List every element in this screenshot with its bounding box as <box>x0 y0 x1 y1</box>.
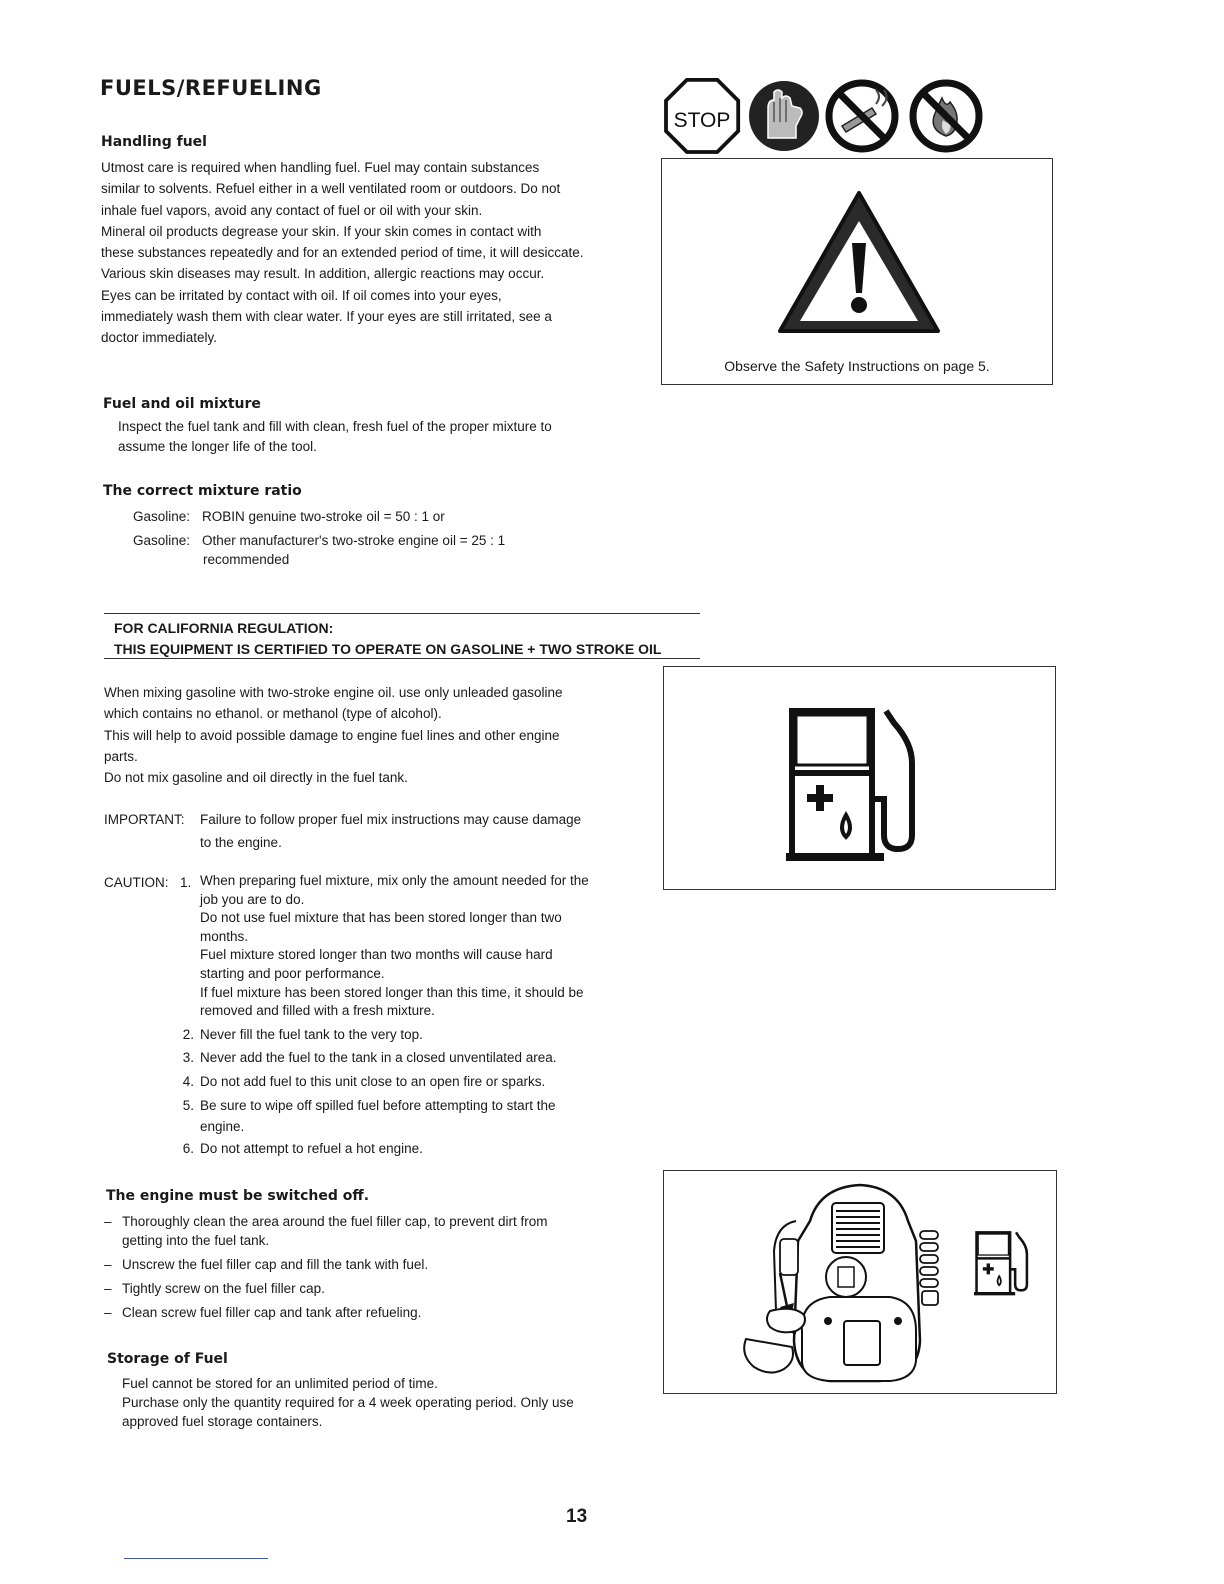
fuel-pump-icon <box>786 703 936 863</box>
text-line: Fuel cannot be stored for an unlimited period of time. <box>122 1376 438 1391</box>
bullet-text-cont: getting into the fuel tank. <box>122 1233 270 1248</box>
item-text: Do not add fuel to this unit close to an open fire or sparks. <box>200 1074 546 1089</box>
fuel-oil-mixture-text <box>118 417 552 457</box>
stop-label: STOP <box>673 109 731 132</box>
caution-item-1-number: 1. <box>180 875 192 890</box>
bullet-text: Thoroughly clean the area around the fuel filler cap, to prevent dirt from <box>122 1214 548 1229</box>
text-line: similar to solvents. Refuel either in a well ventilated room or outdoors. Do not <box>101 181 561 197</box>
text-line: Purchase only the quantity required for a 4 week operating period. Only use <box>122 1395 574 1410</box>
handling-fuel-text <box>101 157 584 349</box>
california-certification: THIS EQUIPMENT IS CERTIFIED TO OPERATE ON GASOLINE + TWO STROKE OIL <box>114 641 662 657</box>
bullet-text: Clean screw fuel filler cap and tank after refueling. <box>122 1305 422 1320</box>
item-number: 2. <box>182 1027 194 1042</box>
bullet-text: Tightly screw on the fuel filler cap. <box>122 1281 325 1296</box>
text-line: Do not use fuel mixture that has been stored longer than two <box>200 910 562 926</box>
bullet-dash: – <box>104 1257 112 1272</box>
text-line: immediately wash them with clear water. If your eyes are still irritated, see a <box>101 309 552 325</box>
caution-item-1-text <box>200 872 589 1021</box>
text-line: Do not mix gasoline and oil directly in the fuel tank. <box>104 770 408 786</box>
item-text: Never fill the fuel tank to the very top. <box>200 1027 423 1042</box>
page-title: FUELS/REFUELING <box>100 76 322 100</box>
california-regulation-title: FOR CALIFORNIA REGULATION: <box>114 620 334 636</box>
bullet-dash: – <box>104 1305 112 1320</box>
text-line: these substances repeatedly and for an extended period of time, it will desiccate. <box>101 245 584 261</box>
handling-fuel-heading: Handling fuel <box>101 134 207 150</box>
item-number: 5. <box>182 1098 194 1113</box>
regulation-bottom-rule <box>104 658 700 659</box>
mixture-ratio-heading: The correct mixture ratio <box>103 483 302 499</box>
text-line: months. <box>200 928 249 944</box>
text-line: When preparing fuel mixture, mix only the amount needed for the <box>200 873 589 888</box>
text-line: starting and poor performance. <box>200 965 385 981</box>
storage-text <box>122 1374 574 1431</box>
item-text: Do not attempt to refuel a hot engine. <box>200 1141 423 1156</box>
text-line: which contains no ethanol. or methanol (type of alcohol). <box>104 706 442 722</box>
item-text: Be sure to wipe off spilled fuel before attempting to start the <box>200 1098 556 1113</box>
no-smoking-icon <box>829 83 895 149</box>
text-line: This will help to avoid possible damage to engine fuel lines and other engine <box>104 727 560 743</box>
bullet-dash: – <box>104 1281 112 1296</box>
ratio-row-1-text: ROBIN genuine two-stroke oil = 50 : 1 or <box>202 509 445 524</box>
text-line: Utmost care is required when handling fuel. Fuel may contain substances <box>101 160 540 175</box>
text-line: If fuel mixture has been stored longer than this time, it should be <box>200 984 584 1000</box>
bullet-text: Unscrew the fuel filler cap and fill the tank with fuel. <box>122 1257 429 1272</box>
item-number: 3. <box>182 1050 194 1065</box>
item-number: 6. <box>182 1141 194 1156</box>
text-line: Inspect the fuel tank and fill with clean, fresh fuel of the proper mixture to <box>118 419 552 434</box>
caution-label: CAUTION: <box>104 875 169 890</box>
ratio-row-2-text: Other manufacturer's two-stroke engine oil = 25 : 1 <box>202 533 506 548</box>
important-text-1: Failure to follow proper fuel mix instructions may cause damage <box>200 812 582 827</box>
text-line: doctor immediately. <box>101 330 218 346</box>
text-line: When mixing gasoline with two-stroke engine oil. use only unleaded gasoline <box>104 685 563 700</box>
no-open-flame-icon <box>913 83 979 149</box>
fuel-pump-figure <box>663 666 1056 890</box>
fuel-oil-mixture-heading: Fuel and oil mixture <box>103 396 261 412</box>
text-line: Various skin diseases may result. In addition, allergic reactions may occur. <box>101 266 545 282</box>
warning-triangle-icon <box>774 187 944 337</box>
important-text-2: to the engine. <box>200 835 282 850</box>
ratio-row-2-label: Gasoline: <box>133 533 191 548</box>
storage-heading: Storage of Fuel <box>107 1351 228 1367</box>
ratio-row-2-cont: recommended <box>203 552 290 567</box>
footer-rule <box>124 1558 268 1559</box>
important-label: IMPORTANT: <box>104 812 185 827</box>
gloves-icon <box>749 81 819 151</box>
safety-caption: Observe the Safety Instructions on page 5. <box>724 358 990 374</box>
ratio-row-1-label: Gasoline: <box>133 509 191 524</box>
bullet-dash: – <box>104 1214 112 1229</box>
engine-refuel-figure <box>663 1170 1057 1394</box>
mixing-text <box>104 682 563 788</box>
page-number: 13 <box>566 1506 588 1527</box>
item-number: 4. <box>182 1074 194 1089</box>
text-line: Fuel mixture stored longer than two months will cause hard <box>200 947 553 963</box>
caution-item-5-cont: engine. <box>200 1119 245 1134</box>
engine-off-heading: The engine must be switched off. <box>106 1188 370 1204</box>
text-line: job you are to do. <box>200 891 305 907</box>
text-line: parts. <box>104 748 138 764</box>
safety-symbols-row <box>664 78 994 158</box>
engine-refuel-illustration <box>740 1181 1040 1386</box>
stop-sign-icon <box>666 80 738 152</box>
text-line: Eyes can be irritated by contact with oil. If oil comes into your eyes, <box>101 287 502 303</box>
text-line: approved fuel storage containers. <box>122 1414 323 1429</box>
text-line: assume the longer life of the tool. <box>118 439 317 454</box>
text-line: removed and filled with a fresh mixture. <box>200 1003 435 1019</box>
item-text: Never add the fuel to the tank in a closed unventilated area. <box>200 1050 557 1065</box>
safety-instructions-box <box>661 158 1053 385</box>
regulation-top-rule <box>104 613 700 614</box>
text-line: inhale fuel vapors, avoid any contact of fuel or oil with your skin. <box>101 202 483 218</box>
text-line: Mineral oil products degrease your skin. If your skin comes in contact with <box>101 223 542 239</box>
